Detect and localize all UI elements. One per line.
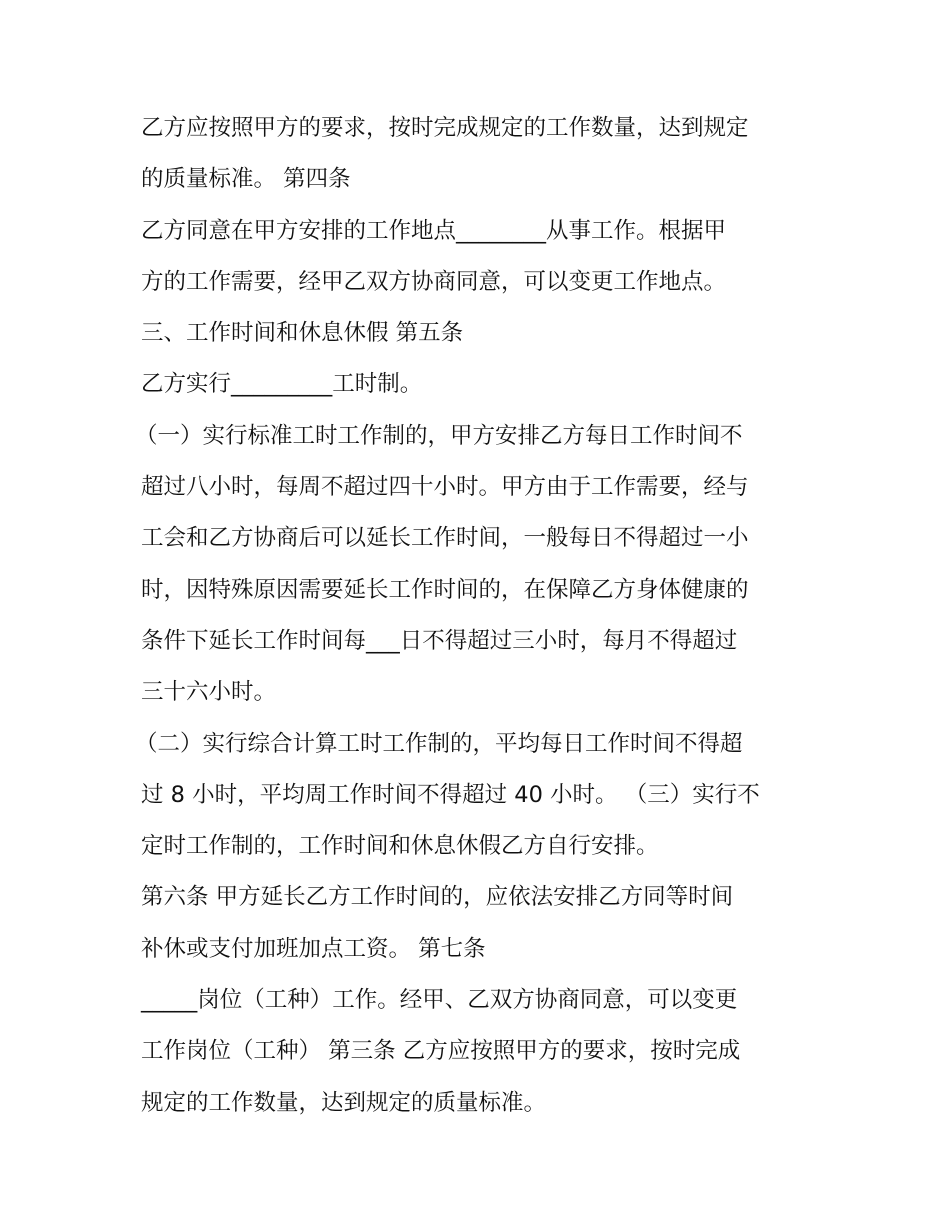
text-line: 乙方同意在甲方安排的工作地点________从事工作。根据甲 xyxy=(141,217,727,244)
text-line: _____岗位（工种）工作。经甲、乙双方协商同意，可以变更 xyxy=(141,987,738,1014)
text-line: 超过八小时，每周不超过四十小时。甲方由于工作需要，经与 xyxy=(141,474,749,501)
text-line: 工作岗位（工种） 第三条 乙方应按照甲方的要求，按时完成 xyxy=(141,1038,741,1065)
text-line: 工会和乙方协商后可以延长工作时间，一般每日不得超过一小 xyxy=(141,525,749,552)
text-line: 定时工作制的，工作时间和休息休假乙方自行安排。 xyxy=(141,833,659,860)
text-line: 方的工作需要，经甲乙双方协商同意，可以变更工作地点。 xyxy=(141,268,727,295)
text-line: 乙方应按照甲方的要求，按时完成规定的工作数量，达到规定 xyxy=(141,115,749,141)
text-line: 第六条 甲方延长乙方工作时间的，应依法安排乙方同等时间 xyxy=(141,884,734,911)
text-line: 乙方实行_________工时制。 xyxy=(141,371,423,398)
text-line: 的质量标准。 第四条 xyxy=(141,166,351,193)
document-body xyxy=(135,103,821,1129)
text-line: 补休或支付加班加点工资。 第七条 xyxy=(141,935,486,962)
text-line: 规定的工作数量，达到规定的质量标准。 xyxy=(141,1089,547,1116)
section-heading: 三、工作时间和休息休假 第五条 xyxy=(141,320,464,347)
text-line: （二）实行综合计算工时工作制的，平均每日工作时间不得超 xyxy=(135,730,743,757)
text-line: 过 8 小时，平均周工作时间不得超过 40 小时。 （三）实行不 xyxy=(141,781,760,808)
text-line: （一）实行标准工时工作制的，甲方安排乙方每日工作时间不 xyxy=(135,422,743,449)
text-line: 条件下延长工作时间每___日不得超过三小时，每月不得超过 xyxy=(141,627,738,654)
text-line: 三十六小时。 xyxy=(141,679,277,706)
text-line: 时，因特殊原因需要延长工作时间的，在保障乙方身体健康的 xyxy=(141,576,749,603)
